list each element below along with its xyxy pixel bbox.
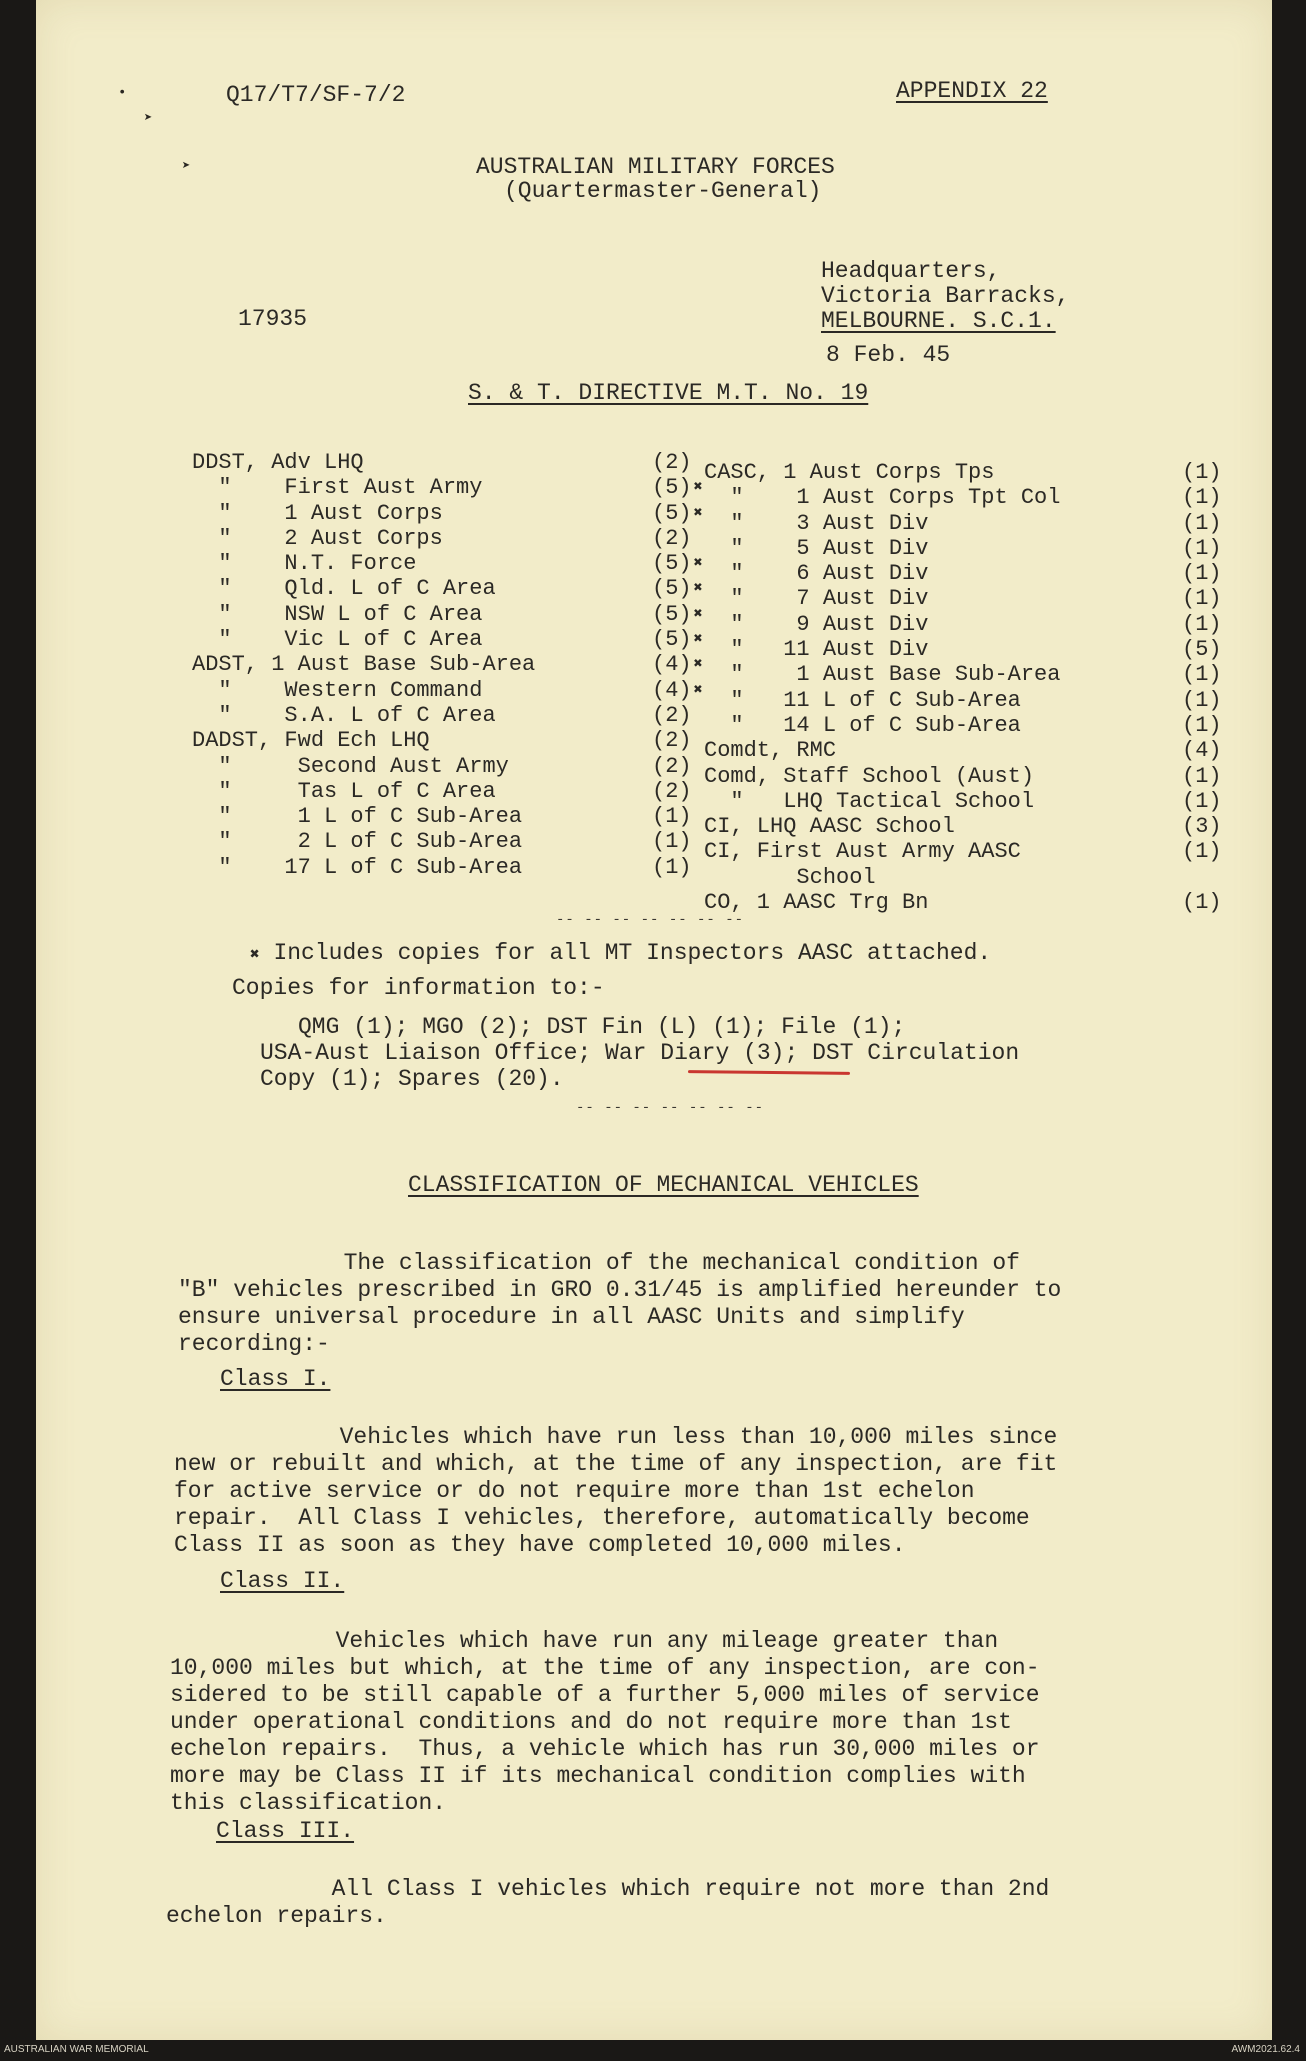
copy-count: (2) (652, 702, 692, 728)
war-diary-annotation (688, 1070, 850, 1075)
distribution-row (192, 678, 722, 703)
recipient-name: Comdt, RMC (704, 738, 837, 764)
distribution-row (192, 652, 722, 677)
distribution-row (192, 703, 722, 728)
copies-line-2: USA-Aust Liaison Office; War Diary (3); DST Circulation (260, 1040, 1020, 1066)
copies-label: Copies for information to:- (232, 975, 605, 1001)
distribution-row (704, 511, 1234, 536)
file-reference: Q17/T7/SF-7/2 (226, 82, 406, 108)
copy-count: (5) ✖ (652, 551, 703, 577)
star-marker: ✖ (693, 681, 703, 699)
star-symbol: ✖ (250, 946, 260, 964)
recipient-name: " S.A. L of C Area (192, 702, 496, 728)
recipient-name: Comd, Staff School (Aust) (704, 763, 1035, 789)
footer-left: AUSTRALIAN WAR MEMORIAL (4, 2044, 149, 2055)
class-heading: Class II. (220, 1568, 345, 1594)
copy-count: (1) (652, 854, 692, 880)
distribution-row (704, 814, 1234, 839)
directive-title: S. & T. DIRECTIVE M.T. No. 19 (468, 380, 869, 406)
distribution-row (704, 612, 1234, 637)
copy-count: (1) (1182, 712, 1222, 738)
copy-count: (5) ✖ (652, 576, 703, 602)
distribution-row (704, 713, 1234, 738)
copy-count: (1) (1182, 788, 1222, 814)
star-marker: ✖ (693, 631, 703, 649)
recipient-name: " 11 Aust Div (704, 637, 929, 663)
recipient-name: " 3 Aust Div (704, 510, 929, 536)
recipient-name: CO, 1 AASC Trg Bn (704, 890, 929, 916)
distribution-row (704, 839, 1234, 864)
distribution-row (192, 754, 722, 779)
distribution-list-right (704, 460, 1234, 915)
copy-count: (1) (1182, 535, 1222, 561)
copy-count: (5) ✖ (652, 475, 703, 501)
copy-count: (2) (652, 778, 692, 804)
distribution-row (192, 576, 722, 601)
divider-line: -- -- -- -- -- -- -- (556, 912, 745, 928)
star-marker: ✖ (693, 605, 703, 623)
class-paragraph: Vehicles which have run less than 10,000 miles since new or rebuilt and which, at the time of any inspection, are fit for active service or do not require more than 1st echelon repair. All Class I vehicles, therefore, automatically become Class II as soon as they have completed 10,000 miles. (174, 1424, 1058, 1558)
recipient-name: CI, LHQ AASC School (704, 814, 955, 840)
address-line-3: MELBOURNE. S.C.1. (821, 308, 1056, 334)
copy-count: (1) (1182, 839, 1222, 865)
distribution-row (704, 764, 1234, 789)
recipient-name: DDST, Adv LHQ (192, 450, 364, 475)
copies-line-1: QMG (1); MGO (2); DST Fin (L) (1); File (1); (298, 1014, 906, 1040)
distribution-row (704, 485, 1234, 510)
class-heading: Class III. (216, 1818, 355, 1844)
distribution-row (192, 627, 722, 652)
document-date: 8 Feb. 45 (826, 342, 951, 368)
copy-count: (4) ✖ (652, 677, 703, 703)
copy-count: (1) (1182, 561, 1222, 587)
footer-right: AWM2021.62.4 (1231, 2044, 1300, 2055)
copy-count: (2) (652, 753, 692, 779)
ink-speck: • (118, 85, 127, 101)
recipient-name: ADST, 1 Aust Base Sub-Area (192, 652, 536, 678)
copy-count: (1) (1182, 611, 1222, 637)
distribution-row (192, 804, 722, 829)
copy-count: (4) (1182, 738, 1222, 764)
recipient-name: " 14 L of C Sub-Area (704, 712, 1021, 738)
class-paragraph: All Class I vehicles which require not more than 2nd echelon repairs. (166, 1876, 1050, 1929)
copy-count: (1) (1182, 662, 1222, 688)
copy-count: (5) ✖ (652, 500, 703, 526)
star-note-text: Includes copies for all MT Inspectors AASC attached. (273, 940, 992, 966)
distribution-row (704, 738, 1234, 763)
document-number: 17935 (238, 306, 308, 332)
distribution-row (192, 728, 722, 753)
intro-paragraph: The classification of the mechanical condition of "B" vehicles prescribed in GRO 0.31/45 is amplified hereunder to ensure universal procedure in all AASC Units and simplify recording:- (178, 1250, 1062, 1357)
copies-line-3: Copy (1); Spares (20). (260, 1066, 564, 1092)
copy-count: (2) (652, 728, 692, 754)
copy-count: (1) (1182, 687, 1222, 713)
copy-count: (2) (652, 525, 692, 551)
copy-count: (5) ✖ (652, 627, 703, 653)
recipient-name: " 9 Aust Div (704, 611, 929, 637)
recipient-name: DADST, Fwd Ech LHQ (192, 728, 430, 754)
recipient-name: " 17 L of C Sub-Area (192, 854, 523, 880)
recipient-name: " Western Command (192, 677, 483, 703)
ink-speck: ➤ (182, 159, 191, 175)
organization-title: AUSTRALIAN MILITARY FORCES (476, 154, 835, 180)
copy-count: (5) (1182, 637, 1222, 663)
distribution-row (192, 526, 722, 551)
star-marker: ✖ (693, 479, 703, 497)
address-line-1: Headquarters, (821, 258, 1001, 284)
distribution-row (704, 688, 1234, 713)
recipient-name: " NSW L of C Area (192, 601, 483, 627)
appendix-label: APPENDIX 22 (896, 78, 1048, 104)
distribution-row (192, 475, 722, 500)
distribution-row (704, 890, 1234, 915)
copy-count: (1) (1182, 890, 1222, 916)
copy-count: (3) (1182, 814, 1222, 840)
copy-count: (1) (1182, 485, 1222, 511)
recipient-name: " LHQ Tactical School (704, 788, 1035, 814)
recipient-name: " 5 Aust Div (704, 535, 929, 561)
recipient-name: " Second Aust Army (192, 753, 509, 779)
star-marker: ✖ (693, 555, 703, 573)
copy-count: (1) (1182, 586, 1222, 612)
distribution-row (192, 855, 722, 880)
recipient-name: " 1 Aust Base Sub-Area (704, 662, 1061, 688)
recipient-name: " Vic L of C Area (192, 627, 483, 653)
divider-line: -- -- -- -- -- -- -- (576, 1100, 765, 1116)
recipient-name: " 7 Aust Div (704, 586, 929, 612)
star-note (250, 940, 991, 968)
organization-subtitle: (Quartermaster-General) (504, 178, 822, 204)
distribution-row (704, 637, 1234, 662)
distribution-row (704, 865, 1234, 890)
distribution-row (192, 829, 722, 854)
recipient-name: " 2 Aust Corps (192, 525, 443, 551)
distribution-row (704, 586, 1234, 611)
distribution-row (704, 561, 1234, 586)
class-heading: Class I. (220, 1366, 331, 1392)
recipient-name: " 1 Aust Corps Tpt Col (704, 485, 1061, 511)
recipient-name: " 6 Aust Div (704, 561, 929, 587)
copy-count: (1) (1182, 460, 1222, 485)
distribution-row (192, 779, 722, 804)
copy-count: (1) (652, 804, 692, 830)
recipient-name: " 2 L of C Sub-Area (192, 829, 523, 855)
distribution-row (704, 662, 1234, 687)
copy-count: (1) (1182, 763, 1222, 789)
recipient-name: CASC, 1 Aust Corps Tps (704, 460, 995, 485)
recipient-name: " 1 L of C Sub-Area (192, 804, 523, 830)
distribution-list-left (192, 450, 722, 880)
distribution-row (192, 501, 722, 526)
recipient-name: " Qld. L of C Area (192, 576, 496, 602)
recipient-name: " First Aust Army (192, 475, 483, 501)
copy-count: (4) ✖ (652, 652, 703, 678)
distribution-row (192, 450, 722, 475)
address-line-2: Victoria Barracks, (821, 283, 1070, 309)
distribution-row (192, 551, 722, 576)
recipient-name: School (704, 864, 876, 890)
recipient-name: CI, First Aust Army AASC (704, 839, 1021, 865)
recipient-name: " 11 L of C Sub-Area (704, 687, 1021, 713)
ink-speck: ➤ (144, 111, 153, 127)
recipient-name: " N.T. Force (192, 551, 417, 577)
star-marker: ✖ (693, 580, 703, 598)
distribution-row (704, 460, 1234, 485)
copy-count: (1) (1182, 510, 1222, 536)
copy-count: (2) (652, 450, 692, 475)
recipient-name: " 1 Aust Corps (192, 500, 443, 526)
copy-count: (1) (652, 829, 692, 855)
distribution-row (704, 536, 1234, 561)
section-title: CLASSIFICATION OF MECHANICAL VEHICLES (408, 1172, 919, 1198)
copy-count: (5) ✖ (652, 601, 703, 627)
distribution-row (704, 789, 1234, 814)
star-marker: ✖ (693, 504, 703, 522)
class-paragraph: Vehicles which have run any mileage greater than 10,000 miles but which, at the time of any inspection, are con- sidered to be still capable of a further 5,000 miles of service under operational conditions and do not require more than 1st echelon repairs. Thus, a vehicle which has run 30,000 miles or more may be Class II if its mechanical condition complies with this classification. (170, 1628, 1040, 1816)
distribution-row (192, 602, 722, 627)
recipient-name: " Tas L of C Area (192, 778, 496, 804)
document-page (36, 0, 1272, 2040)
star-marker: ✖ (693, 656, 703, 674)
